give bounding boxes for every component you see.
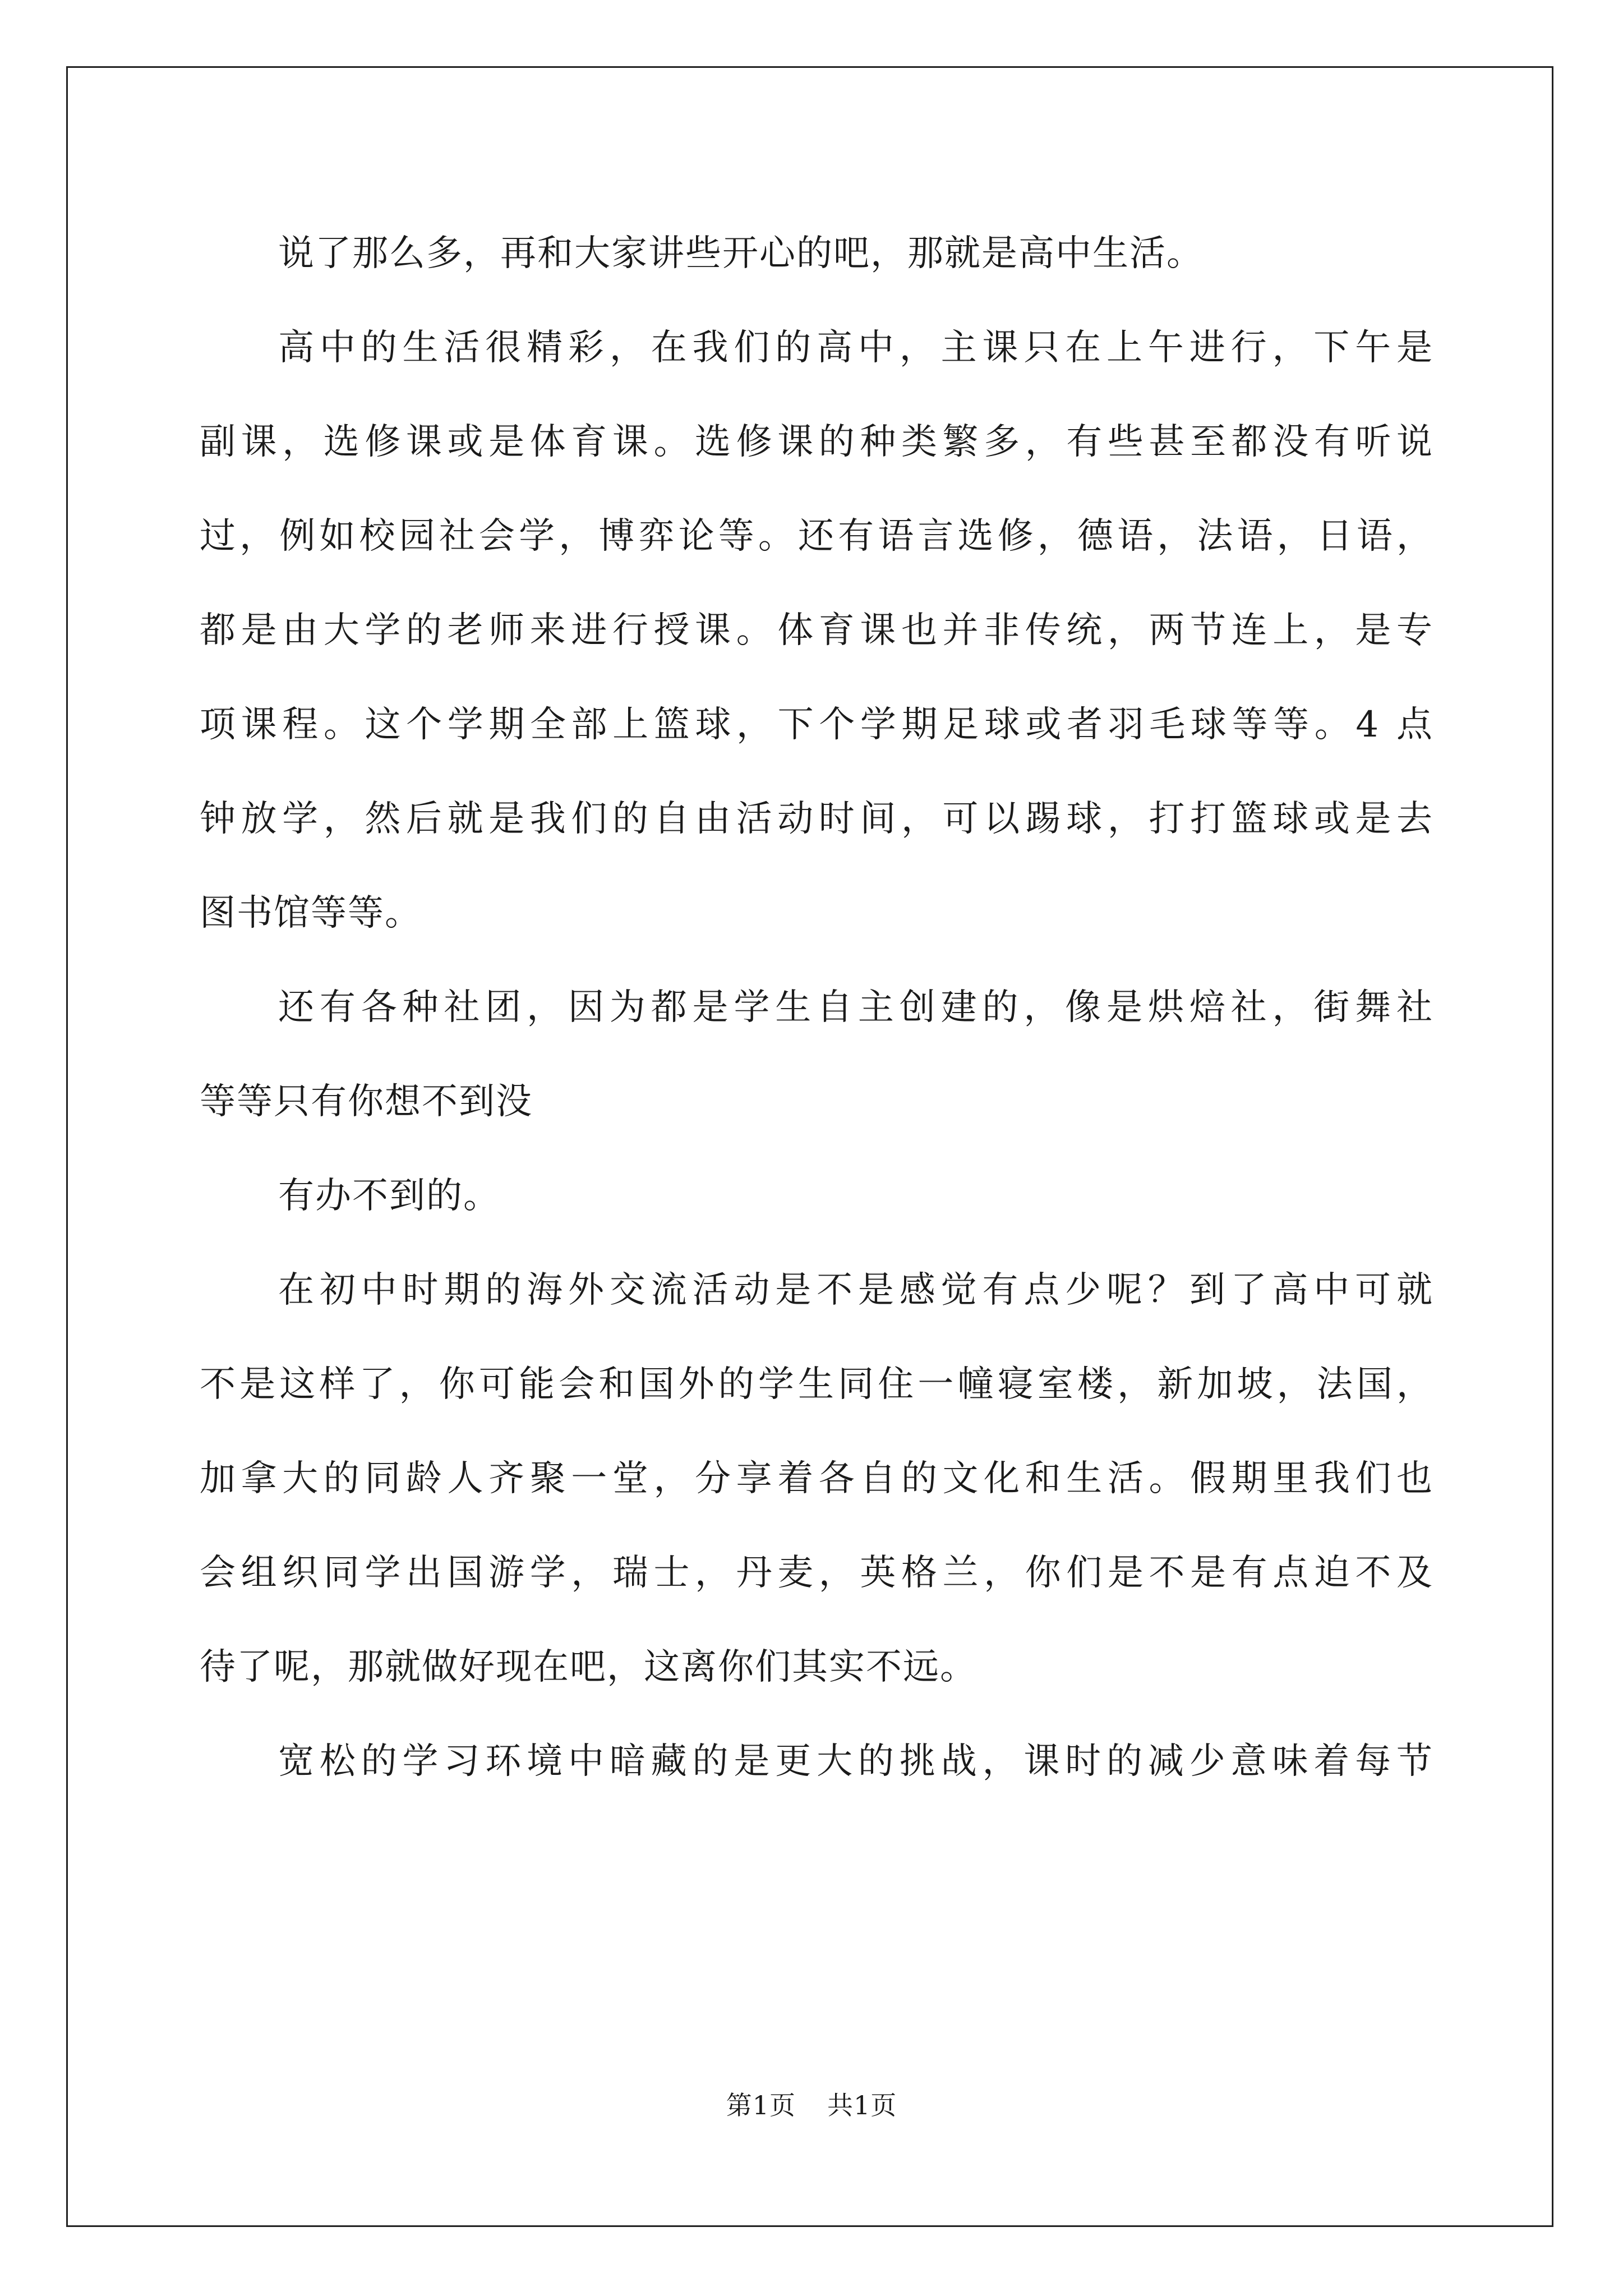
- text-line: 钟放学，然后就是我们的自由活动时间，可以踢球，打打篮球或是去: [200, 798, 1433, 840]
- document-body: [200, 206, 1433, 1809]
- text-line: 都是由大学的老师来进行授课。体育课也并非传统，两节连上，是专: [200, 610, 1433, 651]
- text-line: 在初中时期的海外交流活动是不是感觉有点少呢？到了高中可就: [278, 1269, 1433, 1311]
- text-line: 项课程。这个学期全部上篮球，下个学期足球或者羽毛球等等。4 点: [200, 704, 1433, 746]
- page-total: 共1页: [827, 2090, 897, 2120]
- text-line: 还有各种社团，因为都是学生自主创建的，像是烘焙社，街舞社: [278, 987, 1433, 1028]
- text-line: 会组织同学出国游学，瑞士，丹麦，英格兰，你们是不是有点迫不及: [200, 1552, 1433, 1594]
- text-line: 宽松的学习环境中暗藏的是更大的挑战，课时的减少意味着每节: [278, 1741, 1433, 1782]
- text-line: 说了那么多，再和大家讲些开心的吧，那就是高中生活。: [278, 233, 1204, 274]
- text-line: 不是这样了，你可能会和国外的学生同住一幢寝室楼，新加坡，法国，: [200, 1364, 1433, 1405]
- text-line: 加拿大的同龄人齐聚一堂，分享着各自的文化和生活。假期里我们也: [200, 1458, 1433, 1499]
- text-line: 副课，选修课或是体育课。选修课的种类繁多，有些甚至都没有听说: [200, 421, 1433, 463]
- page-footer: [0, 2088, 1623, 2122]
- text-line: 等等只有你想不到没: [200, 1081, 533, 1122]
- text-line: 高中的生活很精彩，在我们的高中，主课只在上午进行，下午是: [278, 327, 1433, 369]
- text-line: 有办不到的。: [278, 1175, 500, 1217]
- page-number: 第1页: [726, 2090, 796, 2120]
- text-line: 待了呢，那就做好现在吧，这离你们其实不远。: [200, 1646, 977, 1688]
- text-line: 图书馆等等。: [200, 892, 422, 934]
- text-line: 过，例如校园社会学，博弈论等。还有语言选修，德语，法语，日语，: [200, 516, 1433, 557]
